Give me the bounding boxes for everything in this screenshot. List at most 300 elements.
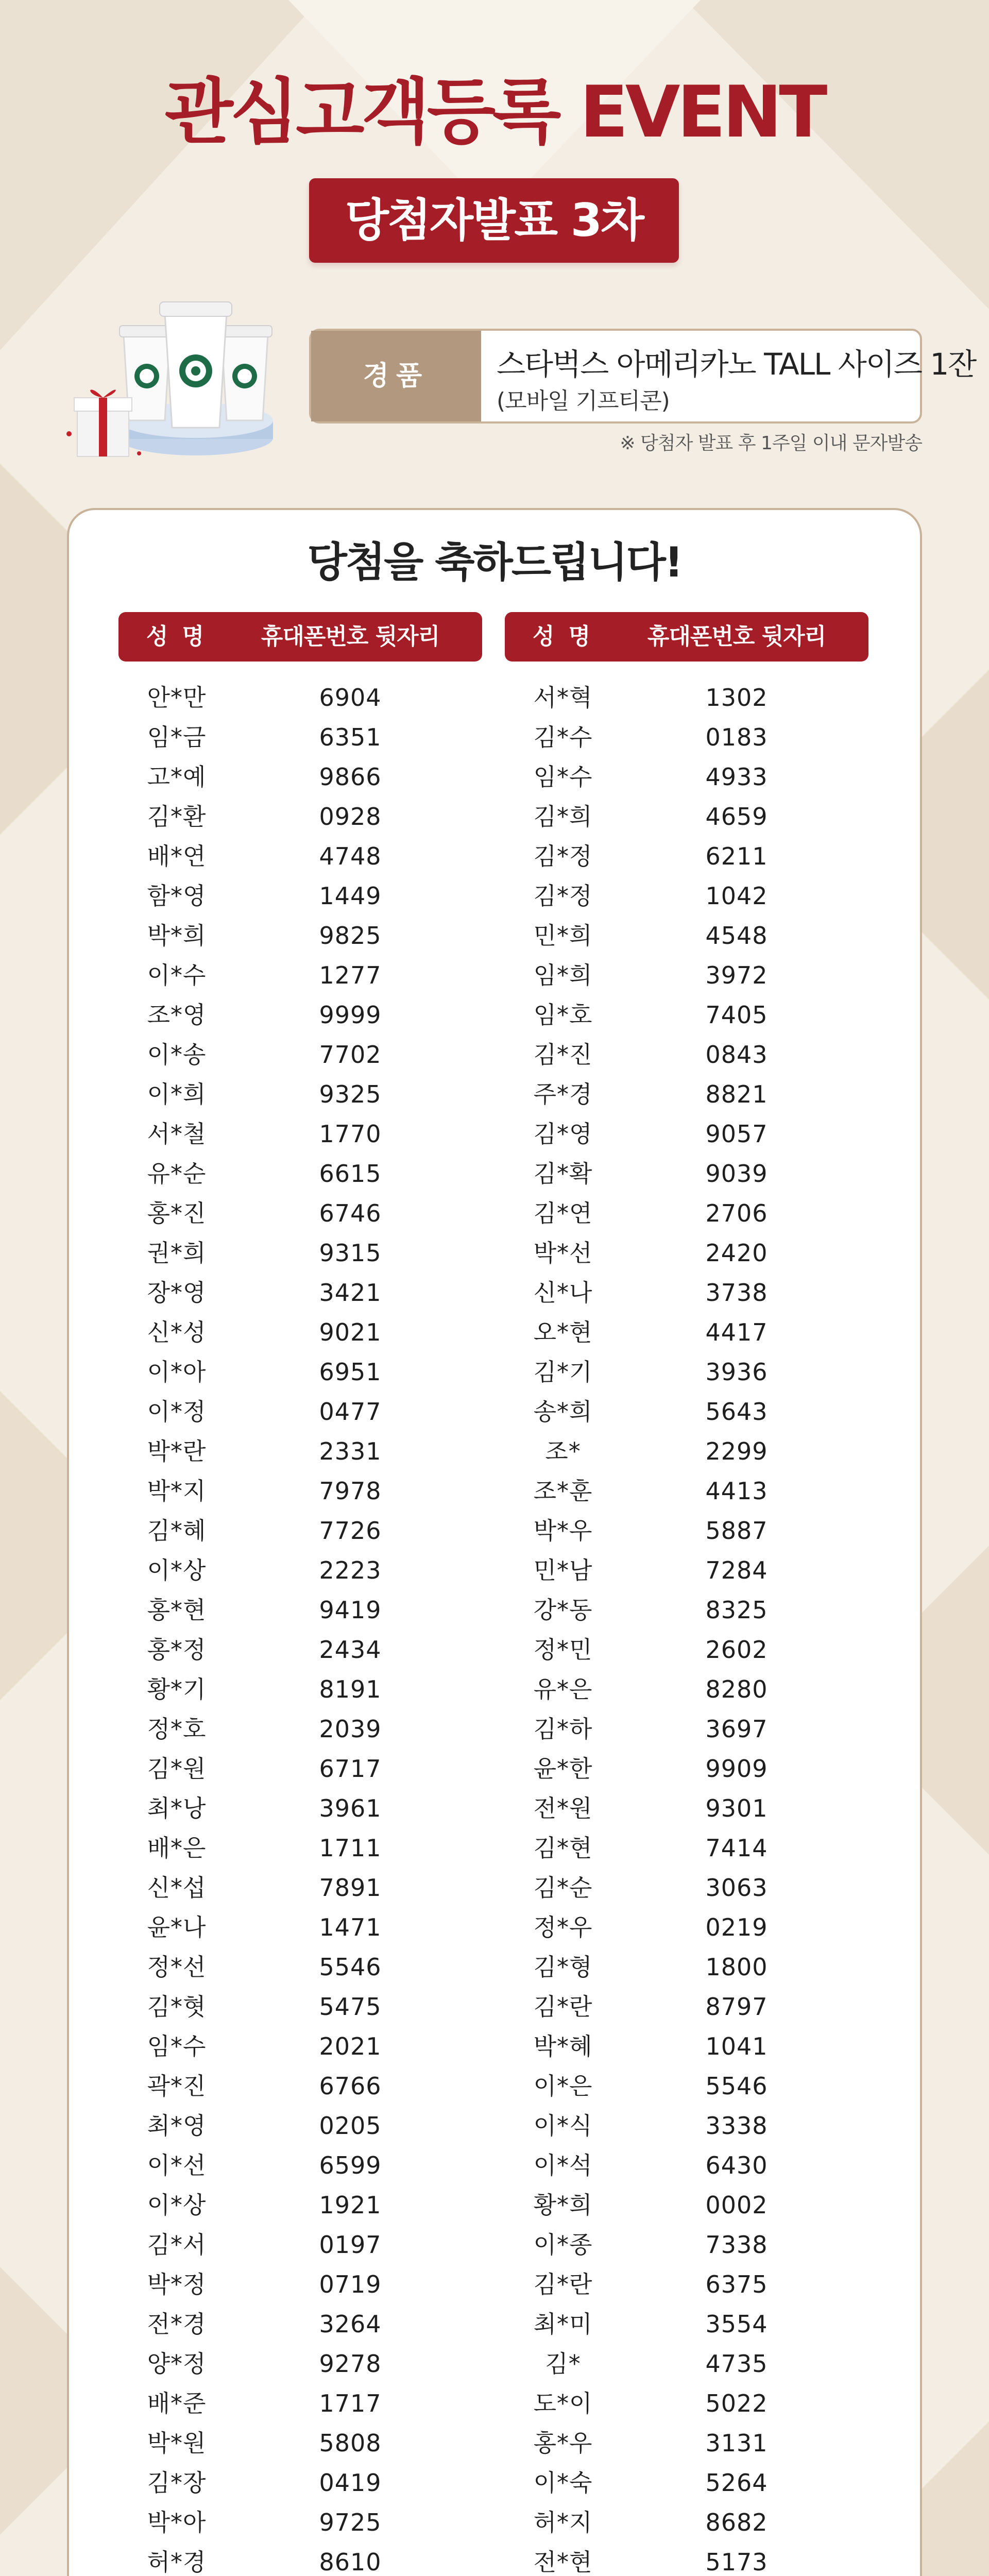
winner-row — [118, 2543, 482, 2576]
winner-phone-last4: 2299 — [705, 1437, 768, 1465]
winner-phone-last4: 4748 — [319, 842, 382, 870]
winner-row — [118, 1828, 482, 1868]
winner-name: 송*희 — [533, 1398, 593, 1426]
winner-name: 이*선 — [147, 2151, 207, 2179]
winner-row — [505, 1511, 868, 1551]
winners-card — [67, 508, 922, 2576]
winner-phone-last4: 9021 — [319, 1318, 382, 1346]
winners-column-right — [505, 612, 868, 2576]
winner-row — [505, 2185, 868, 2225]
winner-name: 박*선 — [533, 1239, 593, 1267]
winner-row — [118, 1154, 482, 1194]
winner-row — [505, 2463, 868, 2503]
winner-row — [505, 1908, 868, 1947]
header-name: 성 명 — [532, 623, 594, 650]
winner-phone-last4: 4548 — [705, 922, 768, 950]
winner-phone-last4: 5546 — [319, 1953, 382, 1981]
winner-name: 최*영 — [147, 2112, 207, 2140]
winner-phone-last4: 1921 — [319, 2191, 382, 2219]
winner-name: 김*희 — [533, 803, 593, 831]
winner-name: 오*현 — [533, 1318, 593, 1346]
winner-name: 이*상 — [147, 1556, 207, 1584]
winner-name: 홍*현 — [147, 1596, 207, 1624]
winner-name: 함*영 — [147, 882, 207, 910]
winner-row — [118, 1194, 482, 1233]
winner-phone-last4: 3421 — [319, 1279, 382, 1307]
winner-row — [505, 1709, 868, 1749]
winner-row — [118, 797, 482, 837]
winner-name: 박*우 — [533, 1517, 593, 1545]
winner-name: 민*남 — [533, 1556, 593, 1584]
winner-phone-last4: 7284 — [705, 1556, 768, 1584]
winner-row — [118, 1947, 482, 1987]
winner-phone-last4: 3264 — [319, 2310, 382, 2338]
winner-row — [118, 678, 482, 718]
winner-row — [118, 1789, 482, 1828]
winner-phone-last4: 9325 — [319, 1080, 382, 1108]
winner-row — [505, 2027, 868, 2066]
winner-phone-last4: 9825 — [319, 922, 382, 950]
winner-row — [505, 1154, 868, 1194]
winner-row — [118, 2066, 482, 2106]
winner-name: 홍*우 — [533, 2429, 593, 2457]
winner-name: 정*우 — [533, 1913, 593, 1941]
winner-row — [118, 1511, 482, 1551]
winner-row — [118, 1868, 482, 1908]
winner-row — [505, 995, 868, 1035]
winner-row — [118, 837, 482, 876]
winner-name: 김*현 — [533, 1834, 593, 1862]
header-phone: 휴대폰번호 뒷자리 — [647, 623, 826, 650]
winner-row — [118, 2424, 482, 2463]
winner-name: 김*혜 — [147, 1517, 207, 1545]
winner-name: 박*지 — [147, 1477, 207, 1505]
winner-phone-last4: 9725 — [319, 2509, 382, 2536]
winner-row — [505, 1987, 868, 2027]
winner-phone-last4: 6351 — [319, 723, 382, 751]
winner-phone-last4: 3063 — [705, 1874, 768, 1902]
winner-phone-last4: 9057 — [705, 1120, 768, 1148]
winner-row — [118, 2344, 482, 2384]
winner-name: 김*확 — [533, 1160, 593, 1188]
winner-phone-last4: 1042 — [705, 882, 768, 910]
winner-phone-last4: 0219 — [705, 1913, 768, 1941]
winner-row — [505, 1630, 868, 1670]
winner-row — [505, 2384, 868, 2424]
winner-phone-last4: 8682 — [705, 2509, 768, 2536]
winner-name: 배*은 — [147, 1834, 207, 1862]
winner-row — [118, 1273, 482, 1313]
winner-row — [118, 1035, 482, 1075]
winner-phone-last4: 5022 — [705, 2389, 768, 2417]
winner-name: 김*형 — [533, 1953, 593, 1981]
winner-name: 이*숙 — [533, 2469, 593, 2497]
winner-name: 김*혓 — [147, 1993, 207, 2021]
winner-name: 민*희 — [533, 922, 593, 950]
winner-name: 정*민 — [533, 1636, 593, 1664]
winner-row — [118, 2225, 482, 2265]
winner-row — [118, 1749, 482, 1789]
winner-name: 박*란 — [147, 1437, 207, 1465]
winner-phone-last4: 2223 — [319, 1556, 382, 1584]
winner-name: 배*연 — [147, 842, 207, 870]
winner-name: 서*혁 — [533, 684, 593, 711]
winner-phone-last4: 3961 — [319, 1794, 382, 1822]
winner-phone-last4: 0002 — [705, 2191, 768, 2219]
winner-row — [118, 757, 482, 797]
winner-row — [118, 876, 482, 916]
winner-name: 윤*한 — [533, 1755, 593, 1783]
winner-row — [505, 1789, 868, 1828]
winner-phone-last4: 3738 — [705, 1279, 768, 1307]
header-phone: 휴대폰번호 뒷자리 — [261, 623, 440, 650]
winner-row — [505, 1352, 868, 1392]
winner-name: 배*준 — [147, 2389, 207, 2417]
winner-phone-last4: 1449 — [319, 882, 382, 910]
winner-name: 김*연 — [533, 1199, 593, 1227]
winner-phone-last4: 3338 — [705, 2112, 768, 2140]
winner-phone-last4: 5643 — [705, 1398, 768, 1426]
winner-phone-last4: 0928 — [319, 803, 382, 831]
winner-phone-last4: 9278 — [319, 2350, 382, 2378]
winner-name: 정*호 — [147, 1715, 207, 1743]
winner-phone-last4: 2420 — [705, 1239, 768, 1267]
winner-phone-last4: 6615 — [319, 1160, 382, 1188]
winner-phone-last4: 3131 — [705, 2429, 768, 2457]
prize-subtitle: (모바일 기프티콘) — [497, 388, 670, 414]
winner-phone-last4: 4659 — [705, 803, 768, 831]
winner-phone-last4: 2706 — [705, 1199, 768, 1227]
winner-name: 고*예 — [147, 763, 207, 791]
winner-name: 황*기 — [147, 1675, 207, 1703]
winner-phone-last4: 7414 — [705, 1834, 768, 1862]
winners-table-header — [505, 612, 868, 662]
winner-phone-last4: 3554 — [705, 2310, 768, 2338]
winner-row — [118, 956, 482, 995]
winner-row — [118, 2185, 482, 2225]
winner-name: 최*미 — [533, 2310, 593, 2338]
winner-name: 임*수 — [533, 763, 593, 791]
starbucks-cups-and-gift-icon — [62, 299, 283, 469]
winner-phone-last4: 7405 — [705, 1001, 768, 1029]
announcement-round-badge: 당첨자발표 3차 — [309, 178, 679, 263]
winner-row — [505, 2503, 868, 2543]
winner-phone-last4: 7726 — [319, 1517, 382, 1545]
winner-row — [505, 1670, 868, 1709]
winner-row — [118, 1471, 482, 1511]
winner-row — [118, 995, 482, 1035]
winner-name: 김*진 — [533, 1041, 593, 1069]
winner-name: 이*상 — [147, 2191, 207, 2219]
winner-row — [118, 1114, 482, 1154]
winner-phone-last4: 6746 — [319, 1199, 382, 1227]
winner-name: 김*정 — [533, 842, 593, 870]
winner-name: 전*현 — [533, 2548, 593, 2576]
winner-phone-last4: 7891 — [319, 1874, 382, 1902]
winner-row — [118, 1392, 482, 1432]
winner-row — [505, 757, 868, 797]
winner-row — [505, 1828, 868, 1868]
winner-phone-last4: 2434 — [319, 1636, 382, 1664]
winner-name: 이*정 — [147, 1398, 207, 1426]
winner-name: 전*경 — [147, 2310, 207, 2338]
winner-row — [118, 2304, 482, 2344]
winner-row — [505, 797, 868, 837]
winner-phone-last4: 9039 — [705, 1160, 768, 1188]
winner-name: 곽*진 — [147, 2072, 207, 2100]
winner-row — [118, 1075, 482, 1114]
winner-phone-last4: 3936 — [705, 1358, 768, 1386]
winner-phone-last4: 8610 — [319, 2548, 382, 2576]
winner-row — [118, 1670, 482, 1709]
winner-name: 신*성 — [147, 1318, 207, 1346]
winner-name: 김* — [545, 2350, 581, 2378]
winner-name: 조* — [545, 1437, 581, 1465]
winner-phone-last4: 7338 — [705, 2231, 768, 2259]
winner-name: 이*은 — [533, 2072, 593, 2100]
winner-row — [118, 2384, 482, 2424]
winner-row — [118, 1551, 482, 1590]
winner-name: 홍*진 — [147, 1199, 207, 1227]
winner-row — [505, 1590, 868, 1630]
winner-name: 이*아 — [147, 1358, 207, 1386]
winner-row — [505, 1075, 868, 1114]
winners-list-right — [505, 678, 868, 2576]
winner-name: 신*섭 — [147, 1874, 207, 1902]
winner-row — [118, 2146, 482, 2185]
winner-phone-last4: 5264 — [705, 2469, 768, 2497]
winner-name: 임*호 — [533, 1001, 593, 1029]
winner-phone-last4: 6599 — [319, 2151, 382, 2179]
winner-row — [505, 1432, 868, 1471]
winner-name: 최*낭 — [147, 1794, 207, 1822]
winner-name: 유*순 — [147, 1160, 207, 1188]
winner-phone-last4: 9419 — [319, 1596, 382, 1624]
winner-row — [505, 1471, 868, 1511]
winner-phone-last4: 0477 — [319, 1398, 382, 1426]
winner-row — [505, 2265, 868, 2304]
winner-name: 김*수 — [533, 723, 593, 751]
prize-delivery-note: ※ 당첨자 발표 후 1주일 이내 문자발송 — [620, 433, 922, 454]
winner-name: 이*종 — [533, 2231, 593, 2259]
winner-row — [505, 1749, 868, 1789]
winner-phone-last4: 5475 — [319, 1993, 382, 2021]
winner-name: 임*수 — [147, 2032, 207, 2060]
winner-phone-last4: 0843 — [705, 1041, 768, 1069]
winner-row — [505, 2106, 868, 2146]
winner-phone-last4: 1770 — [319, 1120, 382, 1148]
winner-phone-last4: 0197 — [319, 2231, 382, 2259]
winner-phone-last4: 0719 — [319, 2270, 382, 2298]
winner-phone-last4: 5173 — [705, 2548, 768, 2576]
winner-name: 주*경 — [533, 1080, 593, 1108]
winner-phone-last4: 1717 — [319, 2389, 382, 2417]
winner-row — [505, 916, 868, 956]
winner-phone-last4: 7978 — [319, 1477, 382, 1505]
winner-name: 안*만 — [147, 684, 207, 711]
winner-row — [118, 1432, 482, 1471]
winner-row — [505, 2225, 868, 2265]
winner-phone-last4: 6766 — [319, 2072, 382, 2100]
winner-phone-last4: 9999 — [319, 1001, 382, 1029]
winner-row — [505, 1947, 868, 1987]
winner-phone-last4: 8325 — [705, 1596, 768, 1624]
winner-name: 박*아 — [147, 2509, 207, 2536]
winner-phone-last4: 9315 — [319, 1239, 382, 1267]
winner-row — [505, 1551, 868, 1590]
winner-phone-last4: 1711 — [319, 1834, 382, 1862]
winner-row — [118, 718, 482, 757]
winner-name: 김*환 — [147, 803, 207, 831]
winner-phone-last4: 2602 — [705, 1636, 768, 1664]
winner-row — [118, 2106, 482, 2146]
winner-row — [118, 2027, 482, 2066]
winner-phone-last4: 1277 — [319, 961, 382, 989]
winner-phone-last4: 4417 — [705, 1318, 768, 1346]
winner-row — [505, 1194, 868, 1233]
prize-info-box — [309, 329, 976, 423]
prize-label: 경품 — [311, 331, 481, 421]
winner-row — [118, 1987, 482, 2027]
winner-row — [505, 2344, 868, 2384]
winner-phone-last4: 2021 — [319, 2032, 382, 2060]
winner-phone-last4: 8191 — [319, 1675, 382, 1703]
winner-name: 박*혜 — [533, 2032, 593, 2060]
winner-row — [118, 1352, 482, 1392]
winner-phone-last4: 2039 — [319, 1715, 382, 1743]
winner-phone-last4: 3697 — [705, 1715, 768, 1743]
winner-phone-last4: 5887 — [705, 1517, 768, 1545]
winner-row — [505, 1114, 868, 1154]
winner-row — [505, 1035, 868, 1075]
winner-name: 조*영 — [147, 1001, 207, 1029]
winner-name: 허*지 — [533, 2509, 593, 2536]
winner-row — [505, 2066, 868, 2106]
winner-row — [505, 1313, 868, 1352]
winner-row — [118, 916, 482, 956]
winner-name: 강*동 — [533, 1596, 593, 1624]
winner-row — [505, 718, 868, 757]
winner-name: 김*장 — [147, 2469, 207, 2497]
winner-phone-last4: 6904 — [319, 684, 382, 711]
winner-phone-last4: 2331 — [319, 1437, 382, 1465]
winners-table-header — [118, 612, 482, 662]
winner-phone-last4: 4735 — [705, 2350, 768, 2378]
winner-phone-last4: 9909 — [705, 1755, 768, 1783]
winner-name: 김*서 — [147, 2231, 207, 2259]
winner-name: 김*정 — [533, 882, 593, 910]
winner-row — [505, 956, 868, 995]
winner-name: 유*은 — [533, 1675, 593, 1703]
winner-phone-last4: 3972 — [705, 961, 768, 989]
event-title: 관심고객등록 EVENT — [164, 71, 825, 154]
winner-name: 임*희 — [533, 961, 593, 989]
header-name: 성 명 — [146, 623, 208, 650]
winner-name: 김*란 — [533, 2270, 593, 2298]
winner-name: 김*란 — [533, 1993, 593, 2021]
winner-name: 홍*정 — [147, 1636, 207, 1664]
winner-phone-last4: 6717 — [319, 1755, 382, 1783]
winner-row — [505, 2304, 868, 2344]
winner-row — [505, 1273, 868, 1313]
winner-row — [505, 1868, 868, 1908]
winner-phone-last4: 7702 — [319, 1041, 382, 1069]
winner-row — [118, 2265, 482, 2304]
winner-row — [505, 1233, 868, 1273]
winner-name: 권*희 — [147, 1239, 207, 1267]
winner-row — [505, 876, 868, 916]
winner-name: 박*희 — [147, 922, 207, 950]
winner-phone-last4: 5808 — [319, 2429, 382, 2457]
winner-name: 김*기 — [533, 1358, 593, 1386]
winner-row — [505, 678, 868, 718]
winner-row — [505, 837, 868, 876]
winner-phone-last4: 0419 — [319, 2469, 382, 2497]
winner-phone-last4: 6375 — [705, 2270, 768, 2298]
winner-name: 이*송 — [147, 1041, 207, 1069]
winner-phone-last4: 5546 — [705, 2072, 768, 2100]
winner-phone-last4: 9301 — [705, 1794, 768, 1822]
winner-name: 장*영 — [147, 1279, 207, 1307]
winner-name: 윤*나 — [147, 1913, 207, 1941]
winner-row — [118, 1908, 482, 1947]
winner-name: 허*경 — [147, 2548, 207, 2576]
winner-name: 신*나 — [533, 1279, 593, 1307]
winner-phone-last4: 8797 — [705, 1993, 768, 2021]
winner-phone-last4: 0205 — [319, 2112, 382, 2140]
winner-phone-last4: 8280 — [705, 1675, 768, 1703]
winner-row — [118, 1590, 482, 1630]
winner-name: 이*수 — [147, 961, 207, 989]
winner-row — [505, 1392, 868, 1432]
winner-name: 이*석 — [533, 2151, 593, 2179]
winner-name: 도*이 — [533, 2389, 593, 2417]
winners-column-left — [118, 612, 482, 2576]
winner-phone-last4: 6211 — [705, 842, 768, 870]
winner-name: 임*금 — [147, 723, 207, 751]
winner-name: 황*희 — [533, 2191, 593, 2219]
winner-phone-last4: 4413 — [705, 1477, 768, 1505]
winners-title: 당첨을 축하드립니다! — [307, 538, 682, 586]
winner-name: 조*훈 — [533, 1477, 593, 1505]
winner-row — [118, 2503, 482, 2543]
winner-phone-last4: 6430 — [705, 2151, 768, 2179]
winner-name: 서*철 — [147, 1120, 207, 1148]
winner-row — [505, 2146, 868, 2185]
winner-name: 전*원 — [533, 1794, 593, 1822]
winner-phone-last4: 9866 — [319, 763, 382, 791]
prize-name: 스타벅스 아메리카노 TALL 사이즈 1잔 — [497, 347, 976, 382]
winner-name: 김*순 — [533, 1874, 593, 1902]
winner-phone-last4: 1302 — [705, 684, 768, 711]
winner-row — [118, 1709, 482, 1749]
winner-name: 김*원 — [147, 1755, 207, 1783]
winner-phone-last4: 1041 — [705, 2032, 768, 2060]
winner-name: 이*희 — [147, 1080, 207, 1108]
winner-phone-last4: 1800 — [705, 1953, 768, 1981]
winner-phone-last4: 0183 — [705, 723, 768, 751]
winner-name: 박*원 — [147, 2429, 207, 2457]
winner-phone-last4: 8821 — [705, 1080, 768, 1108]
winner-name: 김*영 — [533, 1120, 593, 1148]
winner-name: 김*하 — [533, 1715, 593, 1743]
winner-phone-last4: 1471 — [319, 1913, 382, 1941]
winner-row — [118, 1630, 482, 1670]
winner-phone-last4: 6951 — [319, 1358, 382, 1386]
winner-name: 양*정 — [147, 2350, 207, 2378]
winner-name: 이*식 — [533, 2112, 593, 2140]
winner-row — [118, 1313, 482, 1352]
